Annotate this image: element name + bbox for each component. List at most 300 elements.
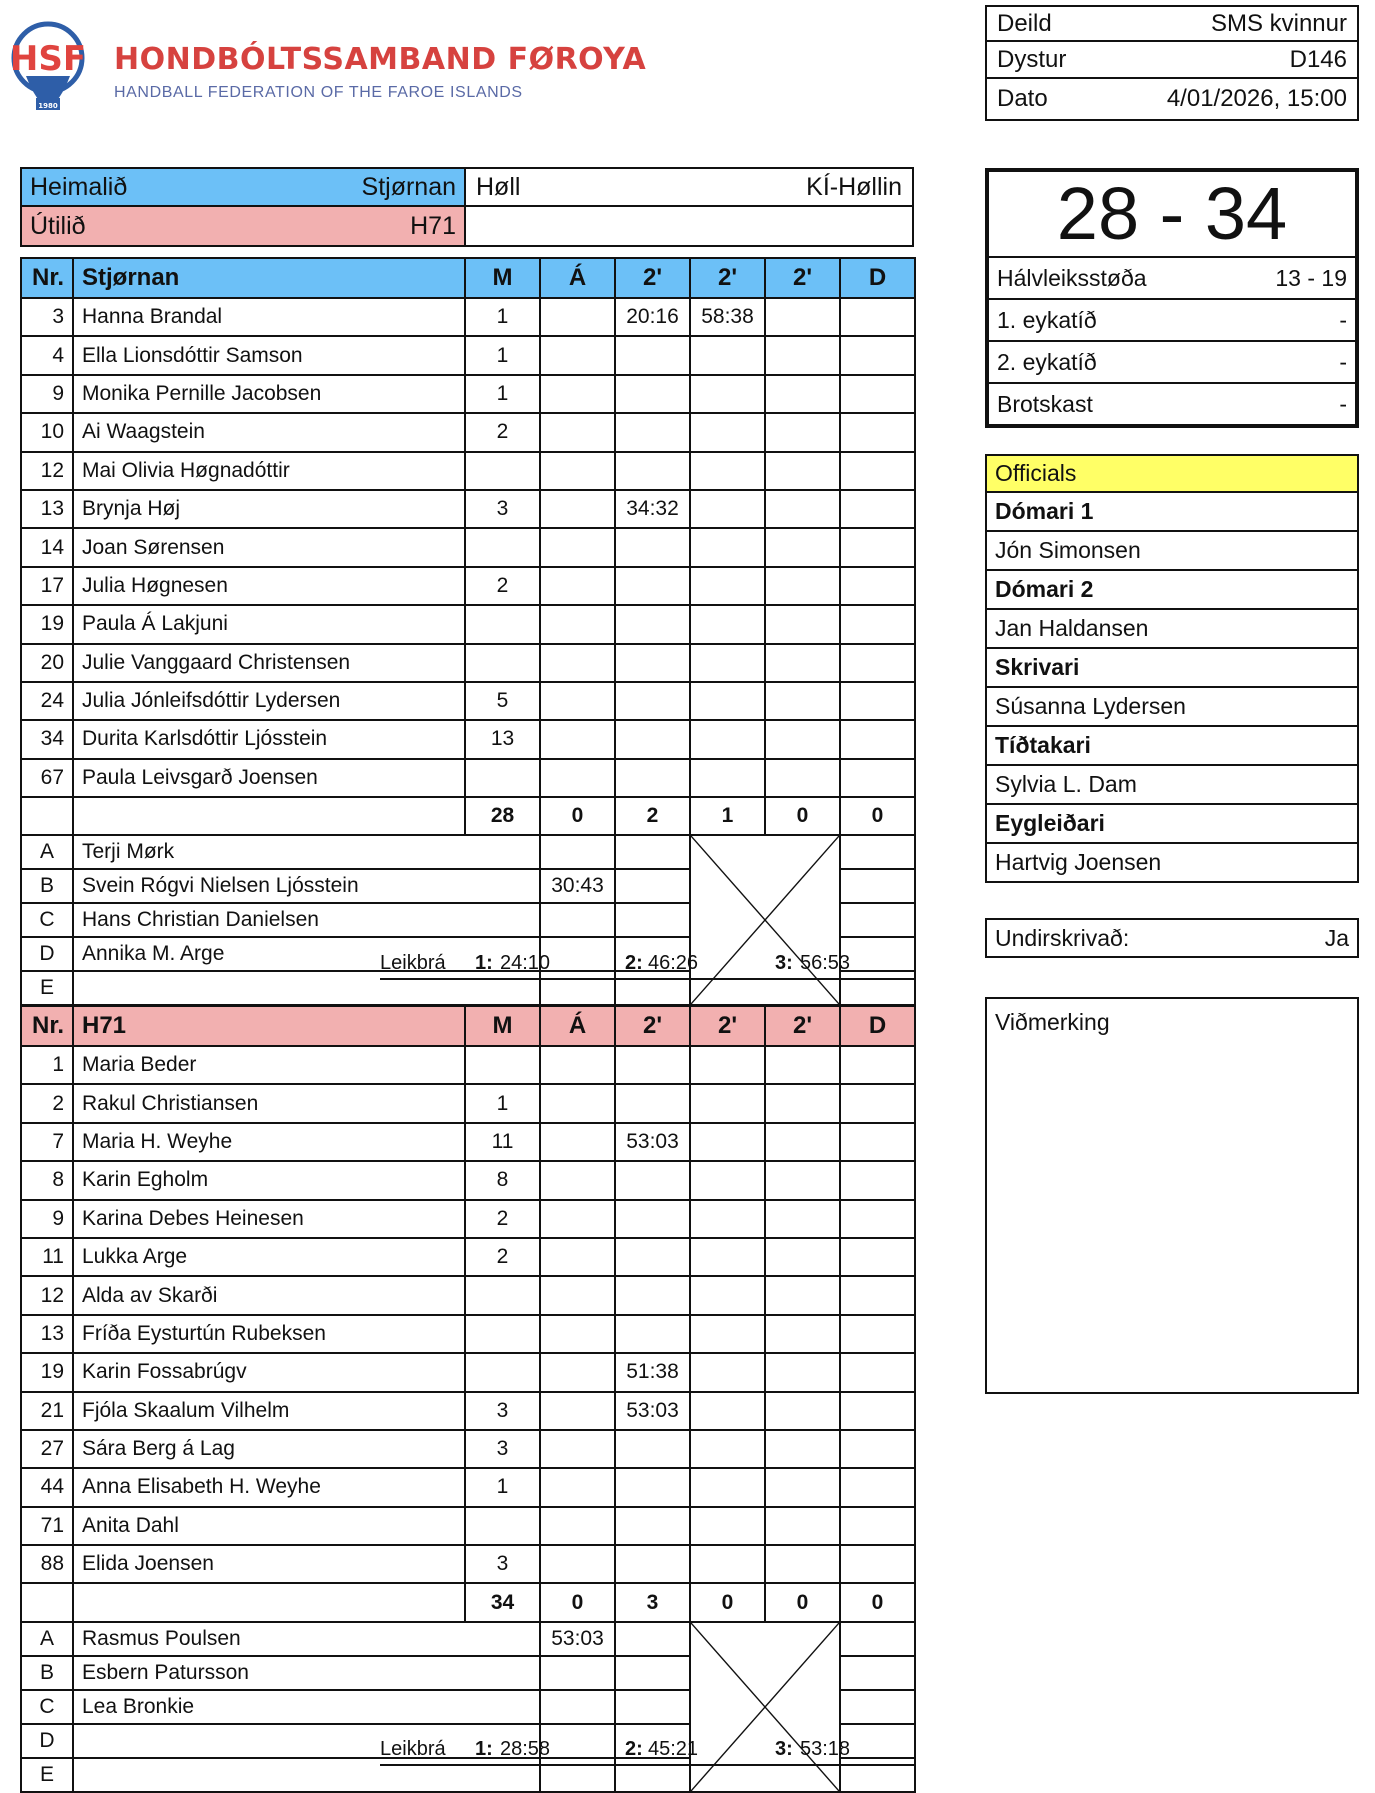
- official-warning: [540, 903, 615, 937]
- player-number: 4: [21, 336, 73, 374]
- player-disqualification: [840, 1200, 915, 1238]
- official-letter: C: [21, 903, 73, 937]
- player-goals: [465, 528, 540, 566]
- col-header-team: Stjørnan: [73, 258, 465, 298]
- player-suspension-3: [765, 644, 840, 682]
- player-warning: [540, 1276, 615, 1314]
- player-suspension-3: [765, 1507, 840, 1545]
- timeout-k1: 1:: [475, 952, 493, 974]
- player-name: Alda av Skarði: [73, 1276, 465, 1314]
- player-disqualification: [840, 1353, 915, 1391]
- official-disqualification: [840, 869, 915, 903]
- official-name: Súsanna Lydersen: [985, 688, 1359, 727]
- player-disqualification: [840, 1161, 915, 1199]
- player-suspension-2: 58:38: [690, 298, 765, 336]
- player-number: 13: [21, 490, 73, 528]
- col-header-2min-2: 2': [690, 1006, 765, 1046]
- score-detail-row: [989, 342, 1355, 384]
- player-suspension-3: [765, 759, 840, 797]
- player-name: Sára Berg á Lag: [73, 1430, 465, 1468]
- official-name: Hartvig Joensen: [985, 844, 1359, 883]
- player-goals: 3: [465, 1545, 540, 1583]
- player-suspension-3: [765, 1238, 840, 1276]
- player-disqualification: [840, 1238, 915, 1276]
- federation-subtitle: HANDBALL FEDERATION OF THE FAROE ISLANDS: [114, 84, 523, 101]
- player-number: 24: [21, 682, 73, 720]
- player-number: 67: [21, 759, 73, 797]
- official-warning: 30:43: [540, 869, 615, 903]
- player-name: Anita Dahl: [73, 1507, 465, 1545]
- player-suspension-2: [690, 567, 765, 605]
- player-goals: 2: [465, 1238, 540, 1276]
- player-name: Paula Leivsgarð Joensen: [73, 759, 465, 797]
- player-goals: 1: [465, 375, 540, 413]
- col-header-nr: Nr.: [21, 258, 73, 298]
- total-t3: 0: [765, 797, 840, 835]
- player-disqualification: [840, 759, 915, 797]
- player-goals: [465, 1276, 540, 1314]
- official-disqualification: [840, 903, 915, 937]
- player-suspension-3: [765, 1353, 840, 1391]
- score-detail-value: -: [1339, 390, 1347, 417]
- player-suspension-2: [690, 1392, 765, 1430]
- player-disqualification: [840, 452, 915, 490]
- player-goals: [465, 1046, 540, 1084]
- player-warning: [540, 452, 615, 490]
- player-goals: 5: [465, 682, 540, 720]
- player-suspension-1: [615, 336, 690, 374]
- player-name: Karina Debes Heinesen: [73, 1200, 465, 1238]
- total-d: 0: [840, 797, 915, 835]
- official-name: Hans Christian Danielsen: [73, 903, 540, 937]
- player-number: 9: [21, 375, 73, 413]
- col-header-2min-1: 2': [615, 1006, 690, 1046]
- player-suspension-1: [615, 682, 690, 720]
- official-suspension: [615, 835, 690, 869]
- player-goals: 13: [465, 720, 540, 758]
- player-row: [21, 1046, 915, 1084]
- timeout-v2: 46:26: [648, 952, 699, 974]
- timeout-v3: 56:53: [800, 952, 851, 974]
- player-row: [21, 1084, 915, 1122]
- timeout-label: Leikbrá: [380, 1738, 446, 1760]
- venue-cell: [466, 167, 914, 207]
- player-suspension-1: [615, 567, 690, 605]
- player-row: [21, 720, 915, 758]
- player-number: 19: [21, 605, 73, 643]
- player-suspension-1: 53:03: [615, 1392, 690, 1430]
- player-suspension-1: 34:32: [615, 490, 690, 528]
- official-name: Annika M. Arge: [73, 937, 540, 971]
- player-name: Anna Elisabeth H. Weyhe: [73, 1468, 465, 1506]
- official-suspension: [615, 1690, 690, 1724]
- official-letter: D: [21, 1724, 73, 1758]
- player-suspension-2: [690, 1353, 765, 1391]
- player-row: [21, 1353, 915, 1391]
- totals-blank: [73, 797, 465, 835]
- timeout-k3: 3:: [775, 952, 793, 974]
- player-number: 2: [21, 1084, 73, 1122]
- player-suspension-1: [615, 528, 690, 566]
- official-warning: 53:03: [540, 1622, 615, 1656]
- info-value: 4/01/2026, 15:00: [1166, 85, 1347, 112]
- player-name: Julia Jónleifsdóttir Lydersen: [73, 682, 465, 720]
- player-number: 11: [21, 1238, 73, 1276]
- official-letter: E: [21, 1758, 73, 1792]
- timeout-v1: 24:10: [500, 952, 551, 974]
- player-disqualification: [840, 1315, 915, 1353]
- player-disqualification: [840, 1084, 915, 1122]
- player-suspension-2: [690, 1276, 765, 1314]
- player-warning: [540, 1238, 615, 1276]
- timeout-k3: 3:: [775, 1738, 793, 1760]
- player-row: [21, 1315, 915, 1353]
- player-suspension-1: [615, 720, 690, 758]
- player-number: 10: [21, 413, 73, 451]
- totals-row: [21, 1583, 915, 1621]
- player-number: 14: [21, 528, 73, 566]
- player-number: 71: [21, 1507, 73, 1545]
- player-suspension-3: [765, 1200, 840, 1238]
- score-box: [985, 168, 1359, 428]
- player-suspension-1: [615, 1161, 690, 1199]
- total-t2: 1: [690, 797, 765, 835]
- player-suspension-2: [690, 1430, 765, 1468]
- official-role: Skrivari: [985, 649, 1359, 688]
- official-disqualification: [840, 1622, 915, 1656]
- official-role: Dómari 2: [985, 571, 1359, 610]
- player-goals: [465, 1353, 540, 1391]
- score-detail-value: -: [1339, 348, 1347, 375]
- official-suspension: [615, 869, 690, 903]
- officials-box: [985, 454, 1359, 883]
- official-letter: B: [21, 869, 73, 903]
- col-header-m: M: [465, 1006, 540, 1046]
- score-detail-label: 2. eykatíð: [997, 348, 1097, 375]
- player-number: 3: [21, 298, 73, 336]
- player-disqualification: [840, 528, 915, 566]
- player-name: Hanna Brandal: [73, 298, 465, 336]
- timeout-k1: 1:: [475, 1738, 493, 1760]
- federation-logo: [6, 20, 647, 120]
- player-row: [21, 605, 915, 643]
- player-name: Rakul Christiansen: [73, 1084, 465, 1122]
- score-detail-value: 13 - 19: [1275, 264, 1347, 291]
- player-number: 7: [21, 1123, 73, 1161]
- player-goals: [465, 452, 540, 490]
- official-letter: B: [21, 1656, 73, 1690]
- official-warning: [540, 1656, 615, 1690]
- player-suspension-3: [765, 452, 840, 490]
- player-row: [21, 1392, 915, 1430]
- total-m: 28: [465, 797, 540, 835]
- player-suspension-2: [690, 644, 765, 682]
- player-name: Fjóla Skaalum Vilhelm: [73, 1392, 465, 1430]
- player-suspension-2: [690, 528, 765, 566]
- player-suspension-3: [765, 1123, 840, 1161]
- total-a: 0: [540, 797, 615, 835]
- timeout-v1: 28:58: [500, 1738, 551, 1760]
- away-team-name: H71: [410, 211, 456, 240]
- official-suspension: [615, 1622, 690, 1656]
- col-header-m: M: [465, 258, 540, 298]
- player-suspension-1: [615, 1315, 690, 1353]
- away-team-cell: [20, 207, 466, 247]
- player-suspension-2: [690, 682, 765, 720]
- logo-acronym: HSF: [9, 39, 87, 79]
- player-name: Monika Pernille Jacobsen: [73, 375, 465, 413]
- player-goals: [465, 644, 540, 682]
- totals-blank: [21, 797, 73, 835]
- venue-name: KÍ-Høllin: [806, 172, 902, 201]
- player-disqualification: [840, 336, 915, 374]
- player-warning: [540, 720, 615, 758]
- home-player-table: [20, 257, 916, 1006]
- score-detail-row: [989, 258, 1355, 300]
- player-warning: [540, 413, 615, 451]
- player-suspension-2: [690, 1046, 765, 1084]
- player-goals: 3: [465, 1392, 540, 1430]
- col-header-2min-2: 2': [690, 258, 765, 298]
- player-disqualification: [840, 375, 915, 413]
- official-disqualification: [840, 1690, 915, 1724]
- player-number: 12: [21, 452, 73, 490]
- team-official-row: [21, 835, 915, 869]
- hsf-emblem-icon: [6, 20, 96, 120]
- official-name: Lea Bronkie: [73, 1690, 540, 1724]
- player-row: [21, 1238, 915, 1276]
- player-warning: [540, 1200, 615, 1238]
- player-suspension-1: [615, 1545, 690, 1583]
- player-suspension-1: 53:03: [615, 1123, 690, 1161]
- player-goals: 1: [465, 1468, 540, 1506]
- timeout-k2: 2:: [625, 952, 643, 974]
- player-suspension-1: [615, 1468, 690, 1506]
- signed-value: Ja: [1324, 924, 1349, 951]
- player-suspension-3: [765, 336, 840, 374]
- info-row: [985, 42, 1359, 79]
- player-suspension-1: [615, 375, 690, 413]
- player-row: [21, 1468, 915, 1506]
- info-label: Dato: [997, 85, 1048, 112]
- player-name: Durita Karlsdóttir Ljósstein: [73, 720, 465, 758]
- player-row: [21, 528, 915, 566]
- player-warning: [540, 1507, 615, 1545]
- player-disqualification: [840, 1545, 915, 1583]
- col-header-2min-1: 2': [615, 258, 690, 298]
- player-goals: 11: [465, 1123, 540, 1161]
- player-suspension-2: [690, 759, 765, 797]
- player-suspension-2: [690, 1468, 765, 1506]
- player-name: Julie Vanggaard Christensen: [73, 644, 465, 682]
- player-suspension-2: [690, 605, 765, 643]
- player-warning: [540, 682, 615, 720]
- match-info-box: [985, 5, 1359, 121]
- score-detail-label: Brotskast: [997, 390, 1093, 417]
- player-disqualification: [840, 644, 915, 682]
- player-row: [21, 567, 915, 605]
- totals-blank: [73, 1583, 465, 1621]
- official-name: Svein Rógvi Nielsen Ljósstein: [73, 869, 540, 903]
- official-letter: D: [21, 937, 73, 971]
- official-warning: [540, 835, 615, 869]
- player-suspension-3: [765, 413, 840, 451]
- signed-label: Undirskrivað:: [995, 924, 1130, 951]
- player-row: [21, 644, 915, 682]
- player-suspension-1: [615, 1276, 690, 1314]
- official-name: Sylvia L. Dam: [985, 766, 1359, 805]
- player-disqualification: [840, 567, 915, 605]
- player-disqualification: [840, 490, 915, 528]
- crossed-out-area: [690, 1622, 840, 1792]
- player-warning: [540, 1468, 615, 1506]
- player-disqualification: [840, 1276, 915, 1314]
- home-label: Heimalið: [30, 172, 128, 201]
- player-warning: [540, 1084, 615, 1122]
- player-suspension-3: [765, 375, 840, 413]
- total-a: 0: [540, 1583, 615, 1621]
- player-number: 9: [21, 1200, 73, 1238]
- player-suspension-3: [765, 1545, 840, 1583]
- venue-blank-cell: [466, 207, 914, 247]
- player-number: 34: [21, 720, 73, 758]
- player-suspension-1: [615, 452, 690, 490]
- player-goals: 1: [465, 298, 540, 336]
- player-goals: 1: [465, 336, 540, 374]
- player-name: Paula Á Lakjuni: [73, 605, 465, 643]
- player-suspension-1: 51:38: [615, 1353, 690, 1391]
- player-row: [21, 375, 915, 413]
- player-suspension-3: [765, 1468, 840, 1506]
- table-header-row: [21, 258, 915, 298]
- player-warning: [540, 1315, 615, 1353]
- official-letter: C: [21, 1690, 73, 1724]
- col-header-2min-3: 2': [765, 1006, 840, 1046]
- player-suspension-2: [690, 1161, 765, 1199]
- away-player-table: [20, 1005, 916, 1793]
- player-suspension-3: [765, 528, 840, 566]
- player-name: Joan Sørensen: [73, 528, 465, 566]
- player-suspension-2: [690, 1123, 765, 1161]
- player-suspension-1: [615, 1507, 690, 1545]
- player-goals: 2: [465, 1200, 540, 1238]
- player-name: Maria Beder: [73, 1046, 465, 1084]
- player-disqualification: [840, 298, 915, 336]
- player-suspension-2: [690, 1545, 765, 1583]
- player-warning: [540, 298, 615, 336]
- player-warning: [540, 1545, 615, 1583]
- player-suspension-2: [690, 452, 765, 490]
- official-disqualification: [840, 1656, 915, 1690]
- player-name: Lukka Arge: [73, 1238, 465, 1276]
- player-disqualification: [840, 1507, 915, 1545]
- player-number: 27: [21, 1430, 73, 1468]
- player-goals: [465, 759, 540, 797]
- player-suspension-2: [690, 1200, 765, 1238]
- official-disqualification: [840, 835, 915, 869]
- player-row: [21, 298, 915, 336]
- player-number: 8: [21, 1161, 73, 1199]
- player-row: [21, 1276, 915, 1314]
- player-warning: [540, 644, 615, 682]
- player-row: [21, 1507, 915, 1545]
- player-suspension-3: [765, 298, 840, 336]
- player-warning: [540, 1123, 615, 1161]
- info-label: Dystur: [997, 45, 1067, 73]
- timeout-label: Leikbrá: [380, 952, 446, 974]
- player-warning: [540, 567, 615, 605]
- player-row: [21, 1545, 915, 1583]
- player-warning: [540, 375, 615, 413]
- player-suspension-3: [765, 1161, 840, 1199]
- info-row: [985, 79, 1359, 121]
- officials-heading: Officials: [985, 454, 1359, 493]
- player-suspension-3: [765, 605, 840, 643]
- player-suspension-1: [615, 605, 690, 643]
- player-disqualification: [840, 605, 915, 643]
- home-team-name: Stjørnan: [361, 172, 456, 201]
- player-warning: [540, 1161, 615, 1199]
- player-goals: [465, 1507, 540, 1545]
- player-suspension-2: [690, 1084, 765, 1122]
- player-suspension-1: [615, 759, 690, 797]
- player-number: 12: [21, 1276, 73, 1314]
- total-t1: 2: [615, 797, 690, 835]
- player-name: Mai Olivia Høgnadóttir: [73, 452, 465, 490]
- player-suspension-3: [765, 1392, 840, 1430]
- player-number: 1: [21, 1046, 73, 1084]
- player-disqualification: [840, 682, 915, 720]
- player-suspension-1: [615, 1238, 690, 1276]
- player-suspension-2: [690, 413, 765, 451]
- player-warning: [540, 1430, 615, 1468]
- table-header-row: [21, 1006, 915, 1046]
- player-name: Ella Lionsdóttir Samson: [73, 336, 465, 374]
- player-warning: [540, 759, 615, 797]
- official-letter: A: [21, 1622, 73, 1656]
- player-row: [21, 759, 915, 797]
- player-name: Karin Egholm: [73, 1161, 465, 1199]
- score-detail-value: -: [1339, 306, 1347, 333]
- player-warning: [540, 490, 615, 528]
- col-header-team: H71: [73, 1006, 465, 1046]
- home-team-row: [20, 167, 914, 207]
- player-number: 21: [21, 1392, 73, 1430]
- player-goals: [465, 605, 540, 643]
- score-detail-label: 1. eykatíð: [997, 306, 1097, 333]
- official-name: Rasmus Poulsen: [73, 1622, 540, 1656]
- player-name: Brynja Høj: [73, 490, 465, 528]
- player-goals: 3: [465, 1430, 540, 1468]
- player-suspension-1: 20:16: [615, 298, 690, 336]
- timeout-v3: 53:18: [800, 1738, 851, 1760]
- player-suspension-2: [690, 1315, 765, 1353]
- team-header: [20, 167, 914, 247]
- player-goals: 3: [465, 490, 540, 528]
- player-goals: 2: [465, 567, 540, 605]
- player-disqualification: [840, 1430, 915, 1468]
- away-team-row: [20, 207, 914, 247]
- info-value: D146: [1289, 45, 1347, 73]
- player-disqualification: [840, 1468, 915, 1506]
- player-number: 88: [21, 1545, 73, 1583]
- player-suspension-3: [765, 720, 840, 758]
- timeout-k2: 2:: [625, 1738, 643, 1760]
- player-suspension-1: [615, 1430, 690, 1468]
- player-suspension-1: [615, 1200, 690, 1238]
- player-name: Ai Waagstein: [73, 413, 465, 451]
- total-t2: 0: [690, 1583, 765, 1621]
